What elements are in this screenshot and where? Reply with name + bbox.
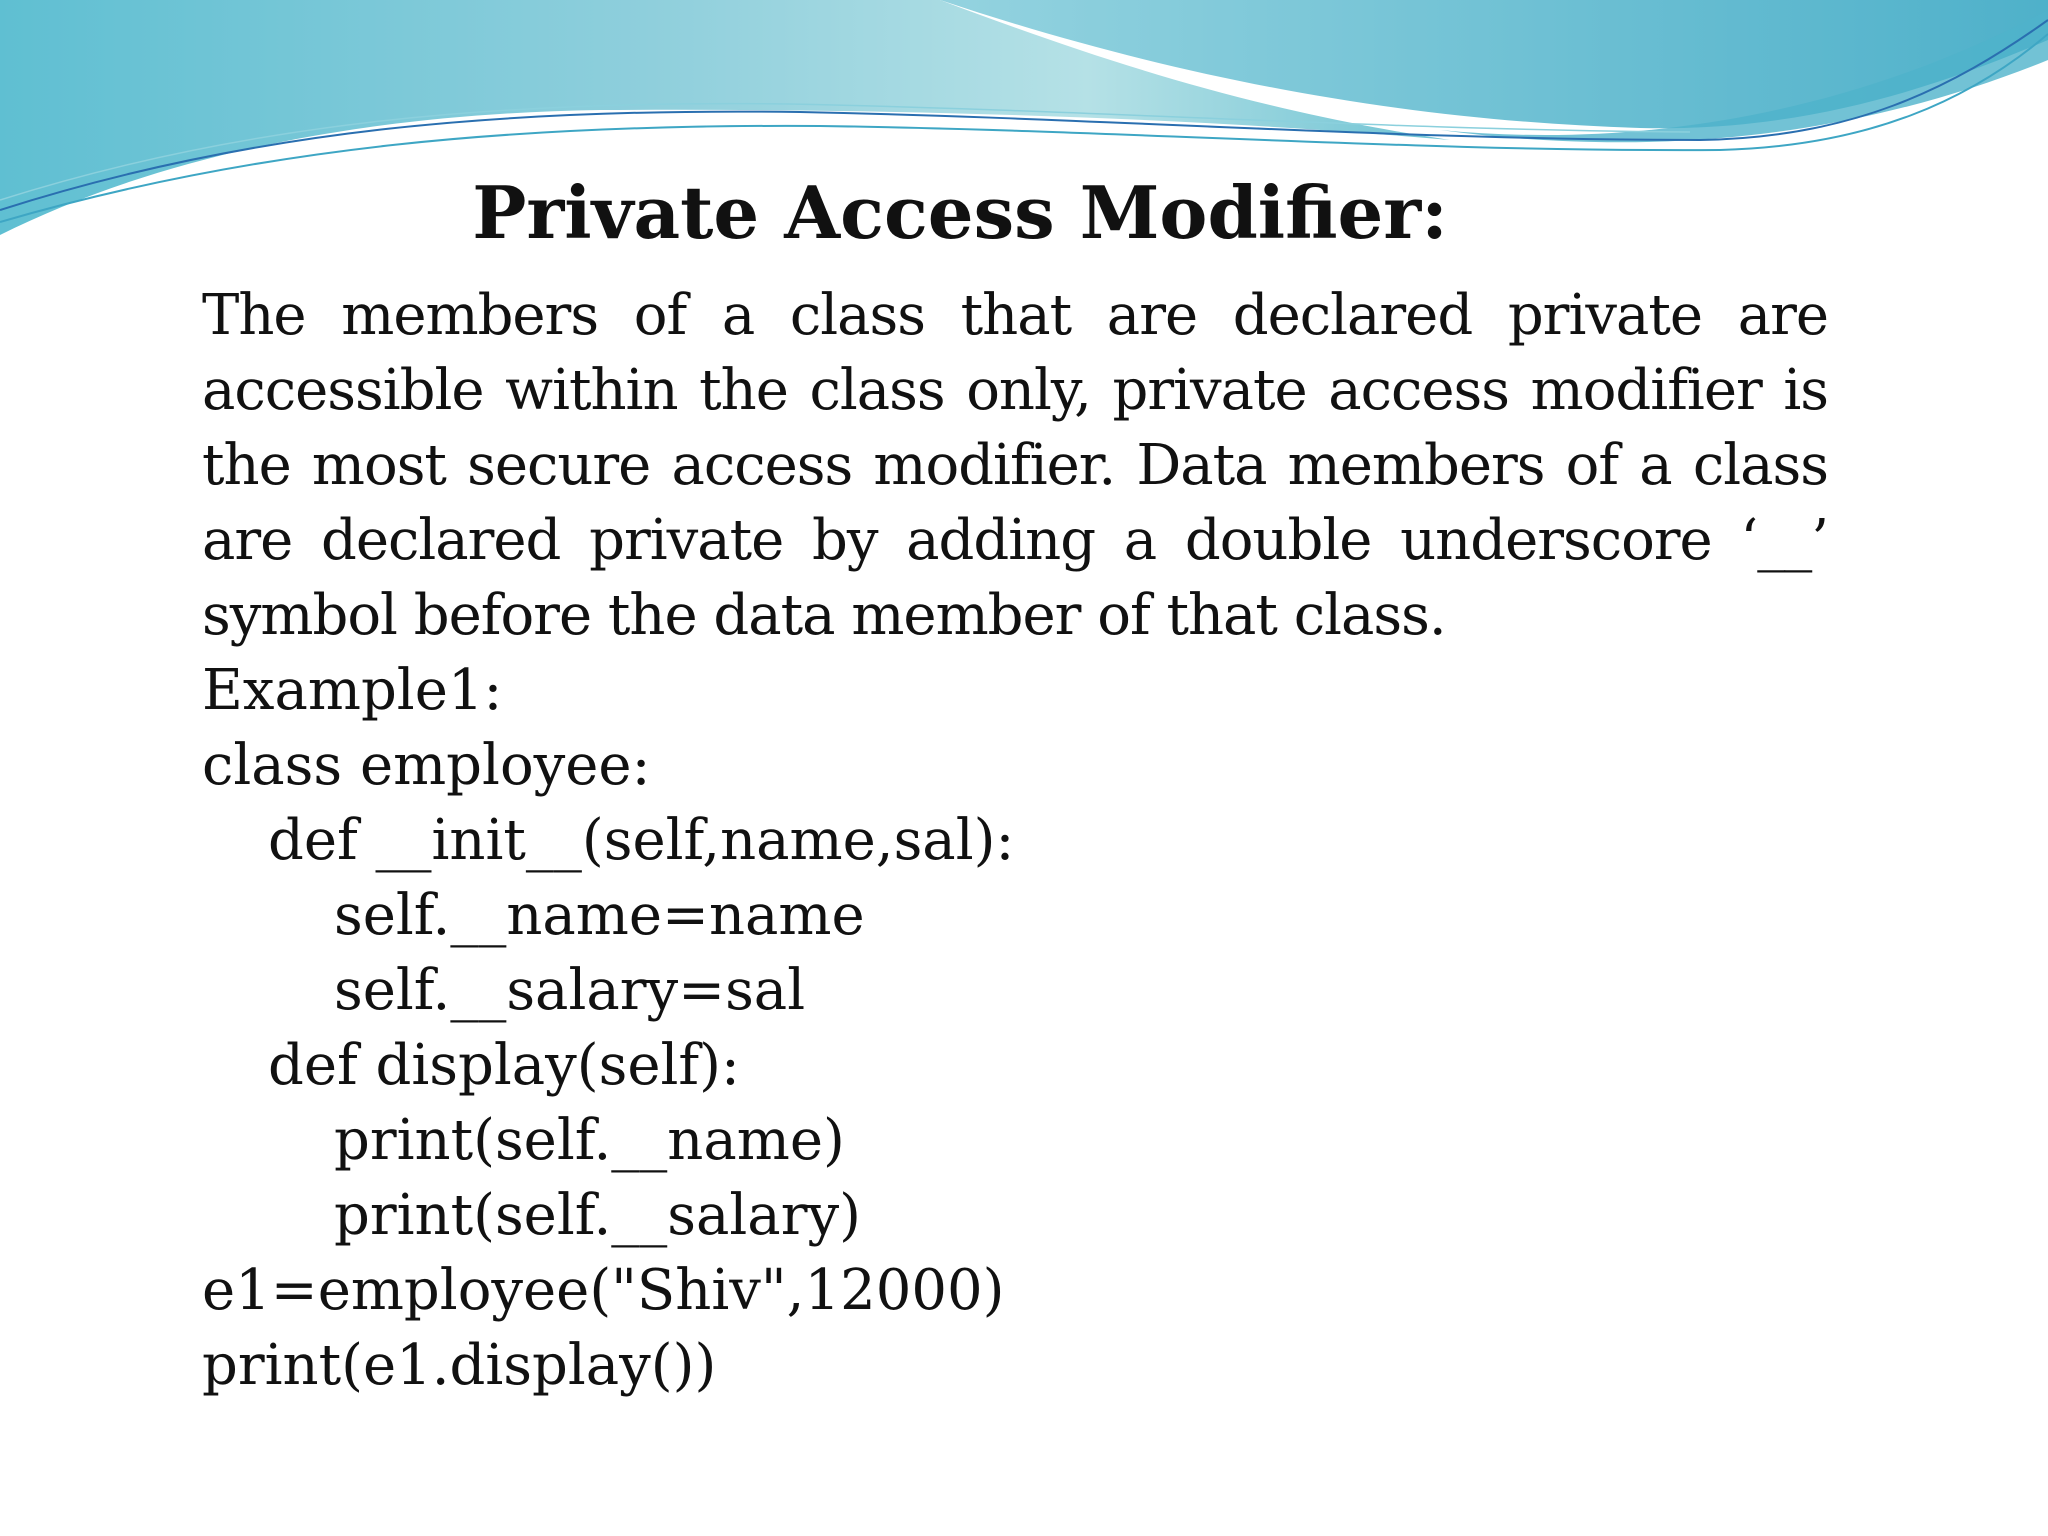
example-label: Example1: [202, 658, 503, 723]
description-paragraph: The members of a class that are declared private are accessible within the class only, private access modifier is the most secure access modifier. Data members of a class are declared private by adding a double underscore ‘__’ symbol before the data member of that class. [202, 283, 1828, 648]
slide-body [202, 278, 1828, 1403]
code-line: e1=employee("Shiv",12000) [202, 1258, 1005, 1323]
code-block [202, 728, 1828, 1403]
code-line: print(e1.display()) [202, 1333, 717, 1398]
code-line: class employee: [202, 733, 651, 798]
code-line: print(self.__salary) [334, 1183, 861, 1248]
code-line: def __init__(self,name,sal): [268, 808, 1015, 873]
code-line: print(self.__name) [334, 1108, 845, 1173]
slide-title: Private Access Modifier: [472, 170, 1448, 255]
code-line: self.__name=name [334, 883, 865, 948]
code-line: def display(self): [268, 1033, 740, 1098]
code-line: self.__salary=sal [334, 958, 806, 1023]
